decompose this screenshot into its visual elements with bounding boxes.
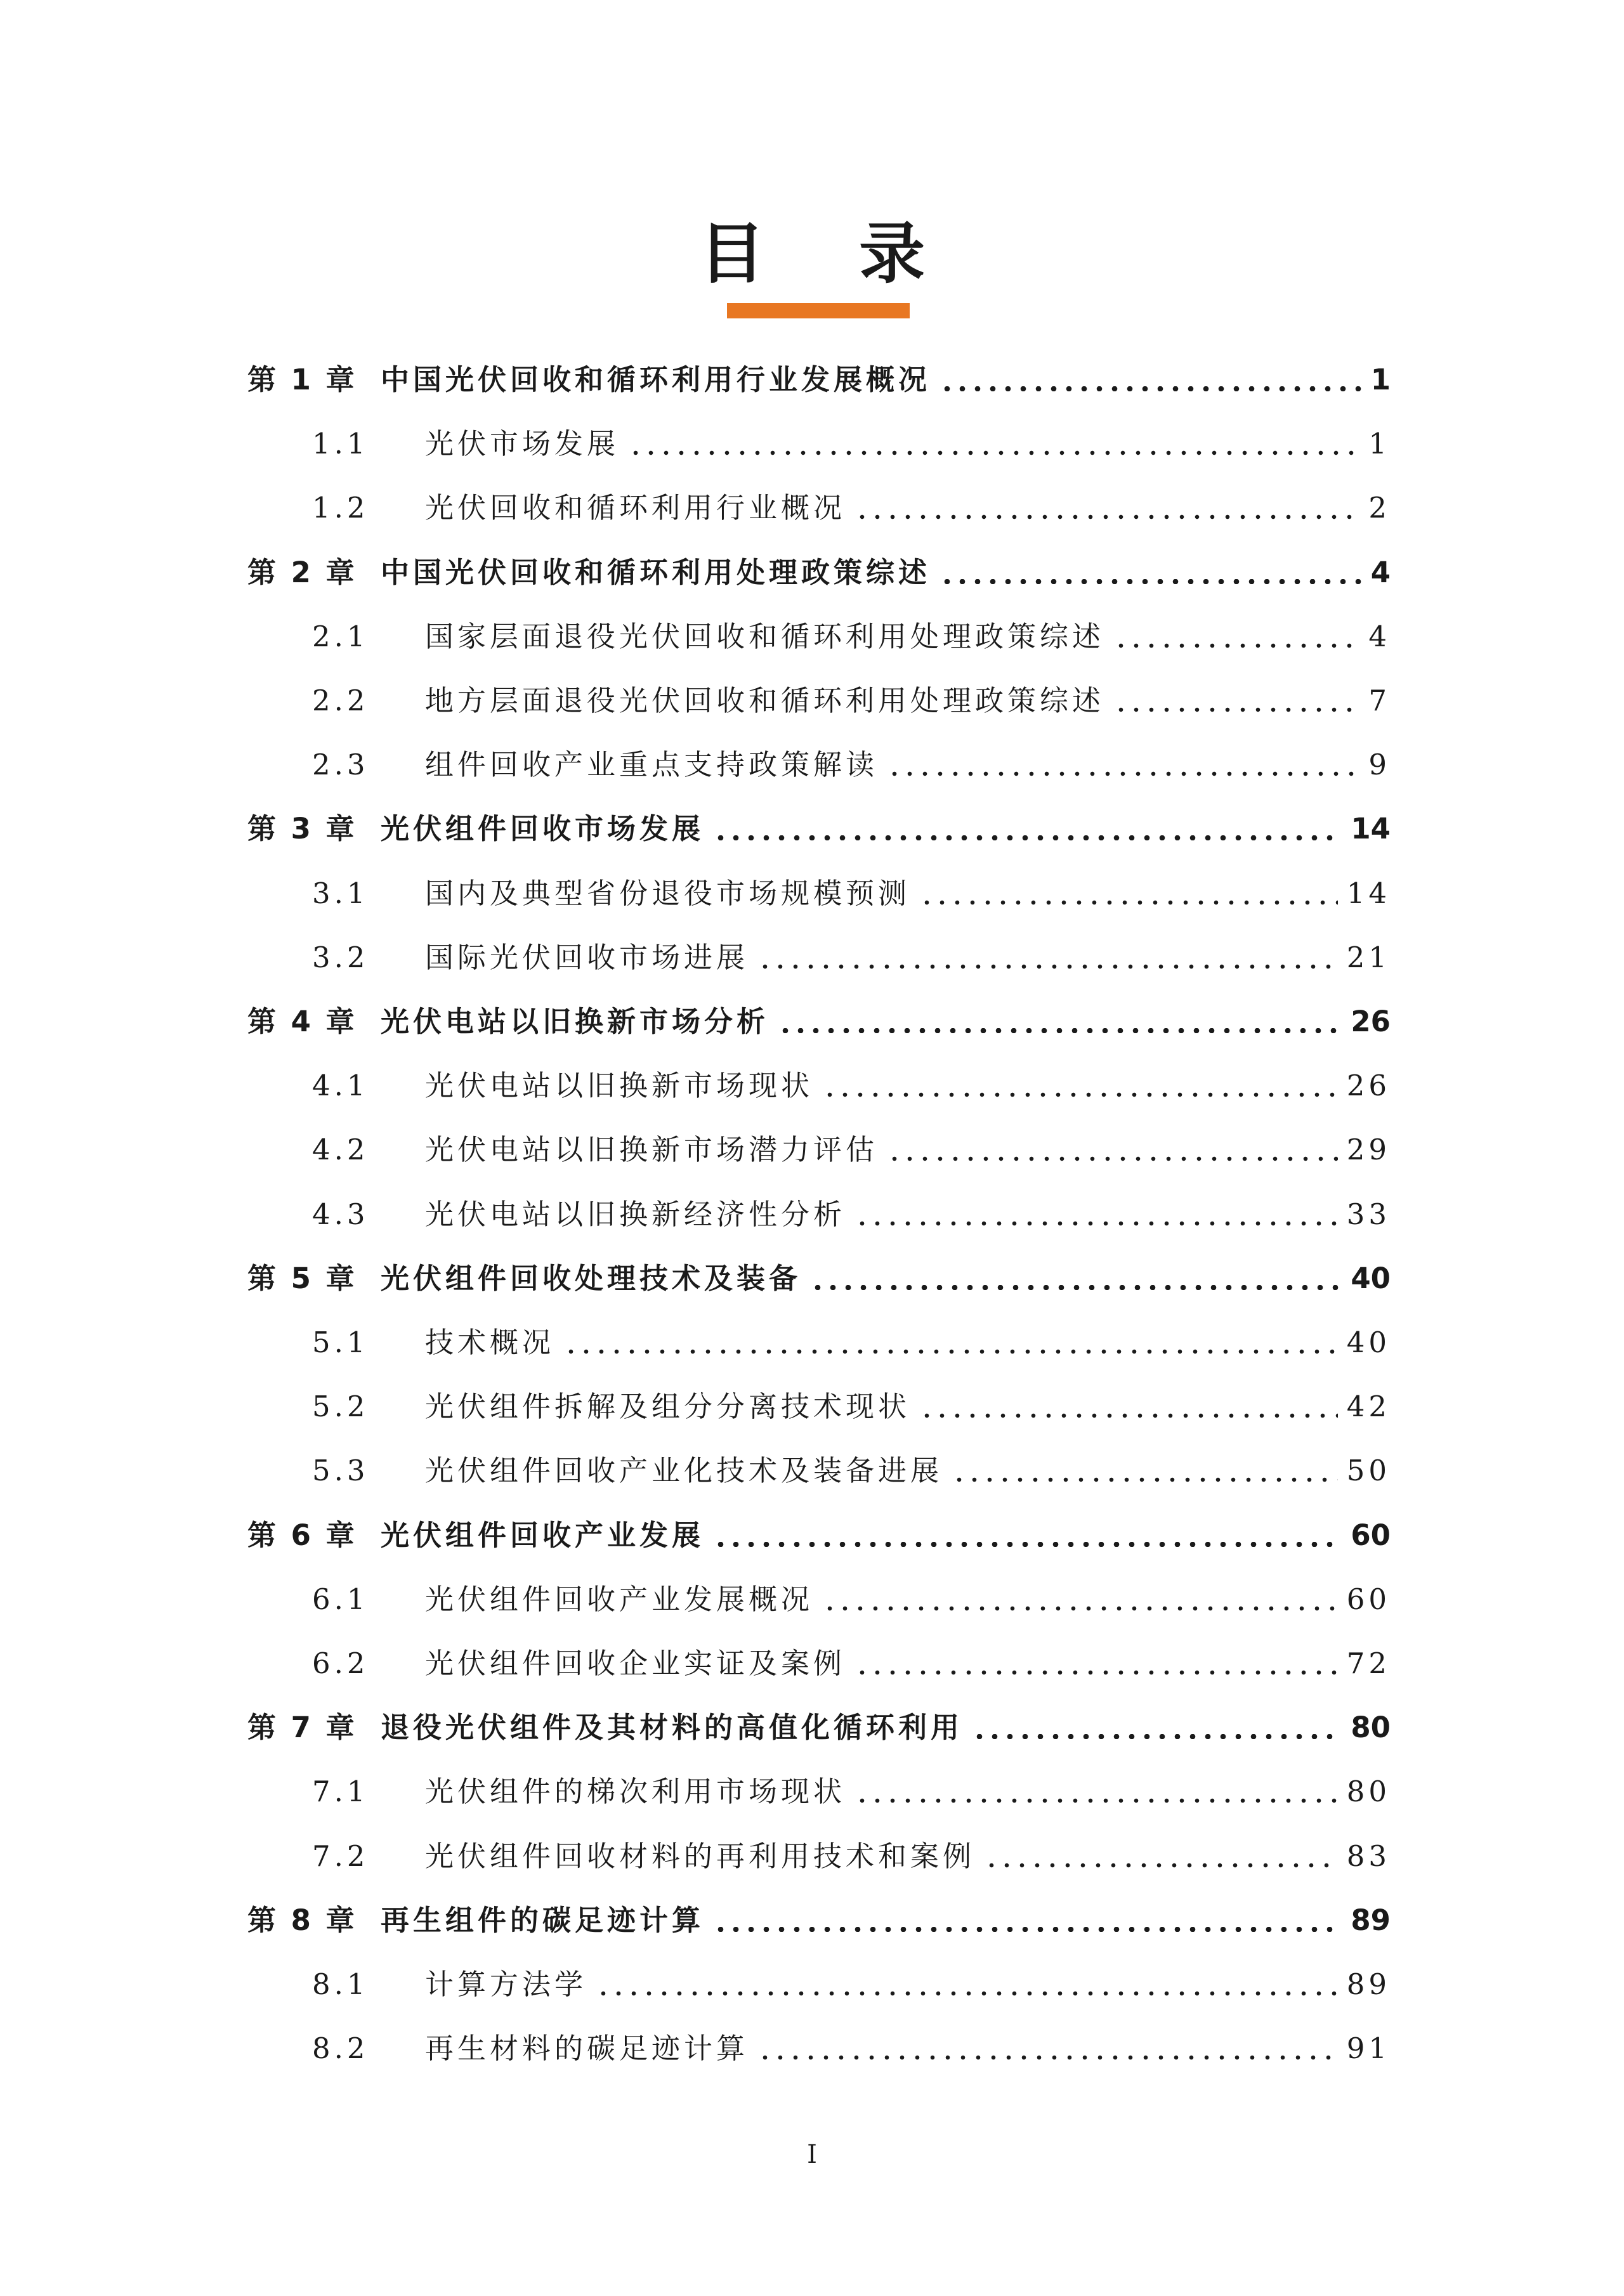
toc-entry-page: 4 [1368, 619, 1391, 653]
dot-leader [1113, 679, 1359, 723]
toc-entry-title: 再生组件的碳足迹计算 [381, 1903, 705, 1937]
toc-section-entry[interactable] [312, 1962, 1391, 2007]
toc-entry-title: 光伏回收和循环利用行业概况 [425, 491, 846, 525]
toc-chapter-entry[interactable] [247, 807, 1391, 851]
toc-chapter-entry[interactable] [247, 551, 1391, 595]
toc-entry-title: 光伏电站以旧换新经济性分析 [425, 1197, 846, 1231]
toc-entry-number: 8.2 [312, 2032, 369, 2066]
dot-leader [713, 1898, 1342, 1943]
toc-entry-page: 91 [1346, 2032, 1391, 2066]
toc-chapter-entry[interactable] [247, 1256, 1391, 1301]
dot-leader [713, 807, 1342, 851]
toc-entry-number: 第 8 章 [247, 1903, 357, 1937]
toc-entry-page: 33 [1346, 1197, 1391, 1231]
toc-entry-number: 5.1 [312, 1326, 369, 1359]
toc-entry-number: 3.2 [312, 940, 369, 974]
dot-leader [984, 1834, 1338, 1879]
toc-section-entry[interactable] [312, 1064, 1391, 1108]
toc-entry-page: 72 [1346, 1647, 1391, 1680]
toc-entry-page: 21 [1346, 940, 1391, 974]
toc-entry-page: 14 [1346, 876, 1391, 910]
toc-entry-number: 第 2 章 [247, 555, 357, 589]
toc-entry-page: 60 [1346, 1582, 1391, 1616]
dot-leader [757, 936, 1338, 980]
dot-leader [887, 743, 1359, 787]
toc-entry-page: 29 [1346, 1133, 1391, 1167]
toc-entry-title: 中国光伏回收和循环利用行业发展概况 [381, 363, 931, 396]
dot-leader [855, 1192, 1338, 1237]
dot-leader [940, 551, 1362, 595]
toc-section-entry[interactable] [312, 1192, 1391, 1237]
toc-entry-page: 1 [1368, 427, 1391, 461]
page-title: 目 录 [698, 215, 961, 292]
toc-entry-number: 第 3 章 [247, 812, 357, 846]
toc-entry-number: 5.3 [312, 1454, 369, 1488]
toc-section-entry[interactable] [312, 422, 1391, 466]
toc-entry-number: 2.2 [312, 684, 369, 717]
toc-section-entry[interactable] [312, 1321, 1391, 1365]
dot-leader [887, 1128, 1338, 1172]
toc-entry-number: 6.2 [312, 1647, 369, 1680]
toc-chapter-entry[interactable] [247, 1513, 1391, 1558]
dot-leader [596, 1962, 1338, 2007]
dot-leader [628, 422, 1359, 466]
toc-entry-title: 国际光伏回收市场进展 [425, 940, 749, 974]
toc-entry-title: 地方层面退役光伏回收和循环利用处理政策综述 [425, 684, 1105, 717]
dot-leader [713, 1513, 1342, 1558]
toc-chapter-entry[interactable] [247, 1898, 1391, 1943]
dot-leader [919, 871, 1338, 916]
toc-entry-page: 26 [1346, 1069, 1391, 1103]
dot-leader [1113, 615, 1359, 659]
toc-entry-page: 89 [1351, 1903, 1391, 1937]
toc-entry-title: 光伏市场发展 [425, 427, 620, 461]
toc-section-entry[interactable] [312, 1449, 1391, 1493]
toc-section-entry[interactable] [312, 679, 1391, 723]
toc-entry-number: 第 4 章 [247, 1005, 357, 1038]
toc-entry-number: 1.1 [312, 427, 369, 461]
toc-entry-number: 4.1 [312, 1069, 369, 1103]
toc-entry-number: 7.1 [312, 1775, 369, 1809]
toc-chapter-entry[interactable] [247, 1706, 1391, 1750]
toc-entry-page: 26 [1351, 1005, 1391, 1038]
title-underline [727, 303, 910, 318]
toc-entry-page: 80 [1351, 1711, 1391, 1745]
toc-entry-title: 光伏电站以旧换新市场分析 [381, 1005, 769, 1038]
toc-entry-number: 第 1 章 [247, 363, 357, 396]
toc-chapter-entry[interactable] [247, 1000, 1391, 1044]
dot-leader [940, 358, 1362, 402]
toc-entry-title: 国内及典型省份退役市场规模预测 [425, 876, 911, 910]
toc-section-entry[interactable] [312, 1385, 1391, 1429]
toc-entry-number: 4.3 [312, 1197, 369, 1231]
toc-entry-page: 83 [1346, 1839, 1391, 1873]
dot-leader [855, 1641, 1338, 1686]
toc-section-entry[interactable] [312, 871, 1391, 916]
toc-entry-number: 5.2 [312, 1390, 369, 1424]
dot-leader [952, 1449, 1338, 1493]
dot-leader [822, 1064, 1338, 1108]
toc-entry-page: 40 [1351, 1261, 1391, 1295]
toc-entry-page: 9 [1368, 748, 1391, 782]
toc-entry-number: 4.2 [312, 1133, 369, 1167]
toc-entry-title: 光伏组件的梯次利用市场现状 [425, 1775, 846, 1809]
toc-entry-number: 第 7 章 [247, 1711, 357, 1745]
toc-entry-page: 2 [1368, 491, 1391, 525]
toc-entry-title: 光伏组件拆解及组分分离技术现状 [425, 1390, 911, 1424]
toc-entry-title: 组件回收产业重点支持政策解读 [425, 748, 879, 782]
toc-entry-title: 退役光伏组件及其材料的高值化循环利用 [381, 1711, 964, 1745]
toc-entry-number: 2.1 [312, 619, 369, 653]
toc-section-entry[interactable] [312, 1577, 1391, 1622]
page-number: I [807, 2140, 817, 2169]
toc-entry-page: 42 [1346, 1390, 1391, 1424]
toc-entry-title: 光伏组件回收企业实证及案例 [425, 1647, 846, 1680]
toc-entry-page: 40 [1346, 1326, 1391, 1359]
toc-entry-number: 第 5 章 [247, 1261, 357, 1295]
dot-leader [855, 1770, 1338, 1814]
toc-entry-number: 1.2 [312, 491, 369, 525]
dot-leader [563, 1321, 1338, 1365]
toc-entry-page: 1 [1370, 363, 1391, 396]
toc-entry-page: 60 [1351, 1518, 1391, 1552]
toc-entry-title: 光伏组件回收市场发展 [381, 812, 705, 846]
toc-section-entry[interactable] [312, 1834, 1391, 1879]
toc-entry-page: 89 [1346, 1967, 1391, 2001]
toc-entry-title: 光伏组件回收产业化技术及装备进展 [425, 1454, 943, 1488]
toc-entry-title: 再生材料的碳足迹计算 [425, 2032, 749, 2066]
toc-entry-page: 50 [1346, 1454, 1391, 1488]
dot-leader [919, 1385, 1338, 1429]
toc-section-entry[interactable] [312, 1128, 1391, 1172]
toc-section-entry[interactable] [312, 936, 1391, 980]
dot-leader [757, 2026, 1338, 2071]
toc-entry-title: 计算方法学 [425, 1967, 587, 2001]
toc-entry-number: 2.3 [312, 748, 369, 782]
toc-entry-number: 第 6 章 [247, 1518, 357, 1552]
toc-section-entry[interactable] [312, 1770, 1391, 1814]
dot-leader [855, 486, 1359, 530]
toc-section-entry[interactable] [312, 2026, 1391, 2071]
toc-entry-title: 技术概况 [425, 1326, 555, 1359]
dot-leader [972, 1706, 1342, 1750]
toc-entry-title: 光伏电站以旧换新市场潜力评估 [425, 1133, 879, 1167]
toc-entry-title: 光伏组件回收材料的再利用技术和案例 [425, 1839, 976, 1873]
toc-entry-number: 3.1 [312, 876, 369, 910]
toc-entry-number: 6.1 [312, 1582, 369, 1616]
dot-leader [778, 1000, 1342, 1044]
toc-entry-title: 光伏电站以旧换新市场现状 [425, 1069, 814, 1103]
toc-entry-title: 光伏组件回收产业发展 [381, 1518, 705, 1552]
toc-entry-page: 14 [1351, 812, 1391, 846]
toc-entry-title: 中国光伏回收和循环利用处理政策综述 [381, 555, 931, 589]
toc-entry-title: 光伏组件回收处理技术及装备 [381, 1261, 802, 1295]
toc-section-entry[interactable] [312, 486, 1391, 530]
toc-entry-page: 4 [1370, 555, 1391, 589]
toc-chapter-entry[interactable] [247, 358, 1391, 402]
toc-entry-title: 国家层面退役光伏回收和循环利用处理政策综述 [425, 619, 1105, 653]
toc-entry-number: 7.2 [312, 1839, 369, 1873]
dot-leader [810, 1256, 1342, 1301]
toc-entry-title: 光伏组件回收产业发展概况 [425, 1582, 814, 1616]
toc-entry-number: 8.1 [312, 1967, 369, 2001]
toc-section-entry[interactable] [312, 615, 1391, 659]
toc-section-entry[interactable] [312, 743, 1391, 787]
toc-entry-page: 7 [1368, 684, 1391, 717]
dot-leader [822, 1577, 1338, 1622]
toc-section-entry[interactable] [312, 1641, 1391, 1686]
toc-entry-page: 80 [1346, 1775, 1391, 1809]
